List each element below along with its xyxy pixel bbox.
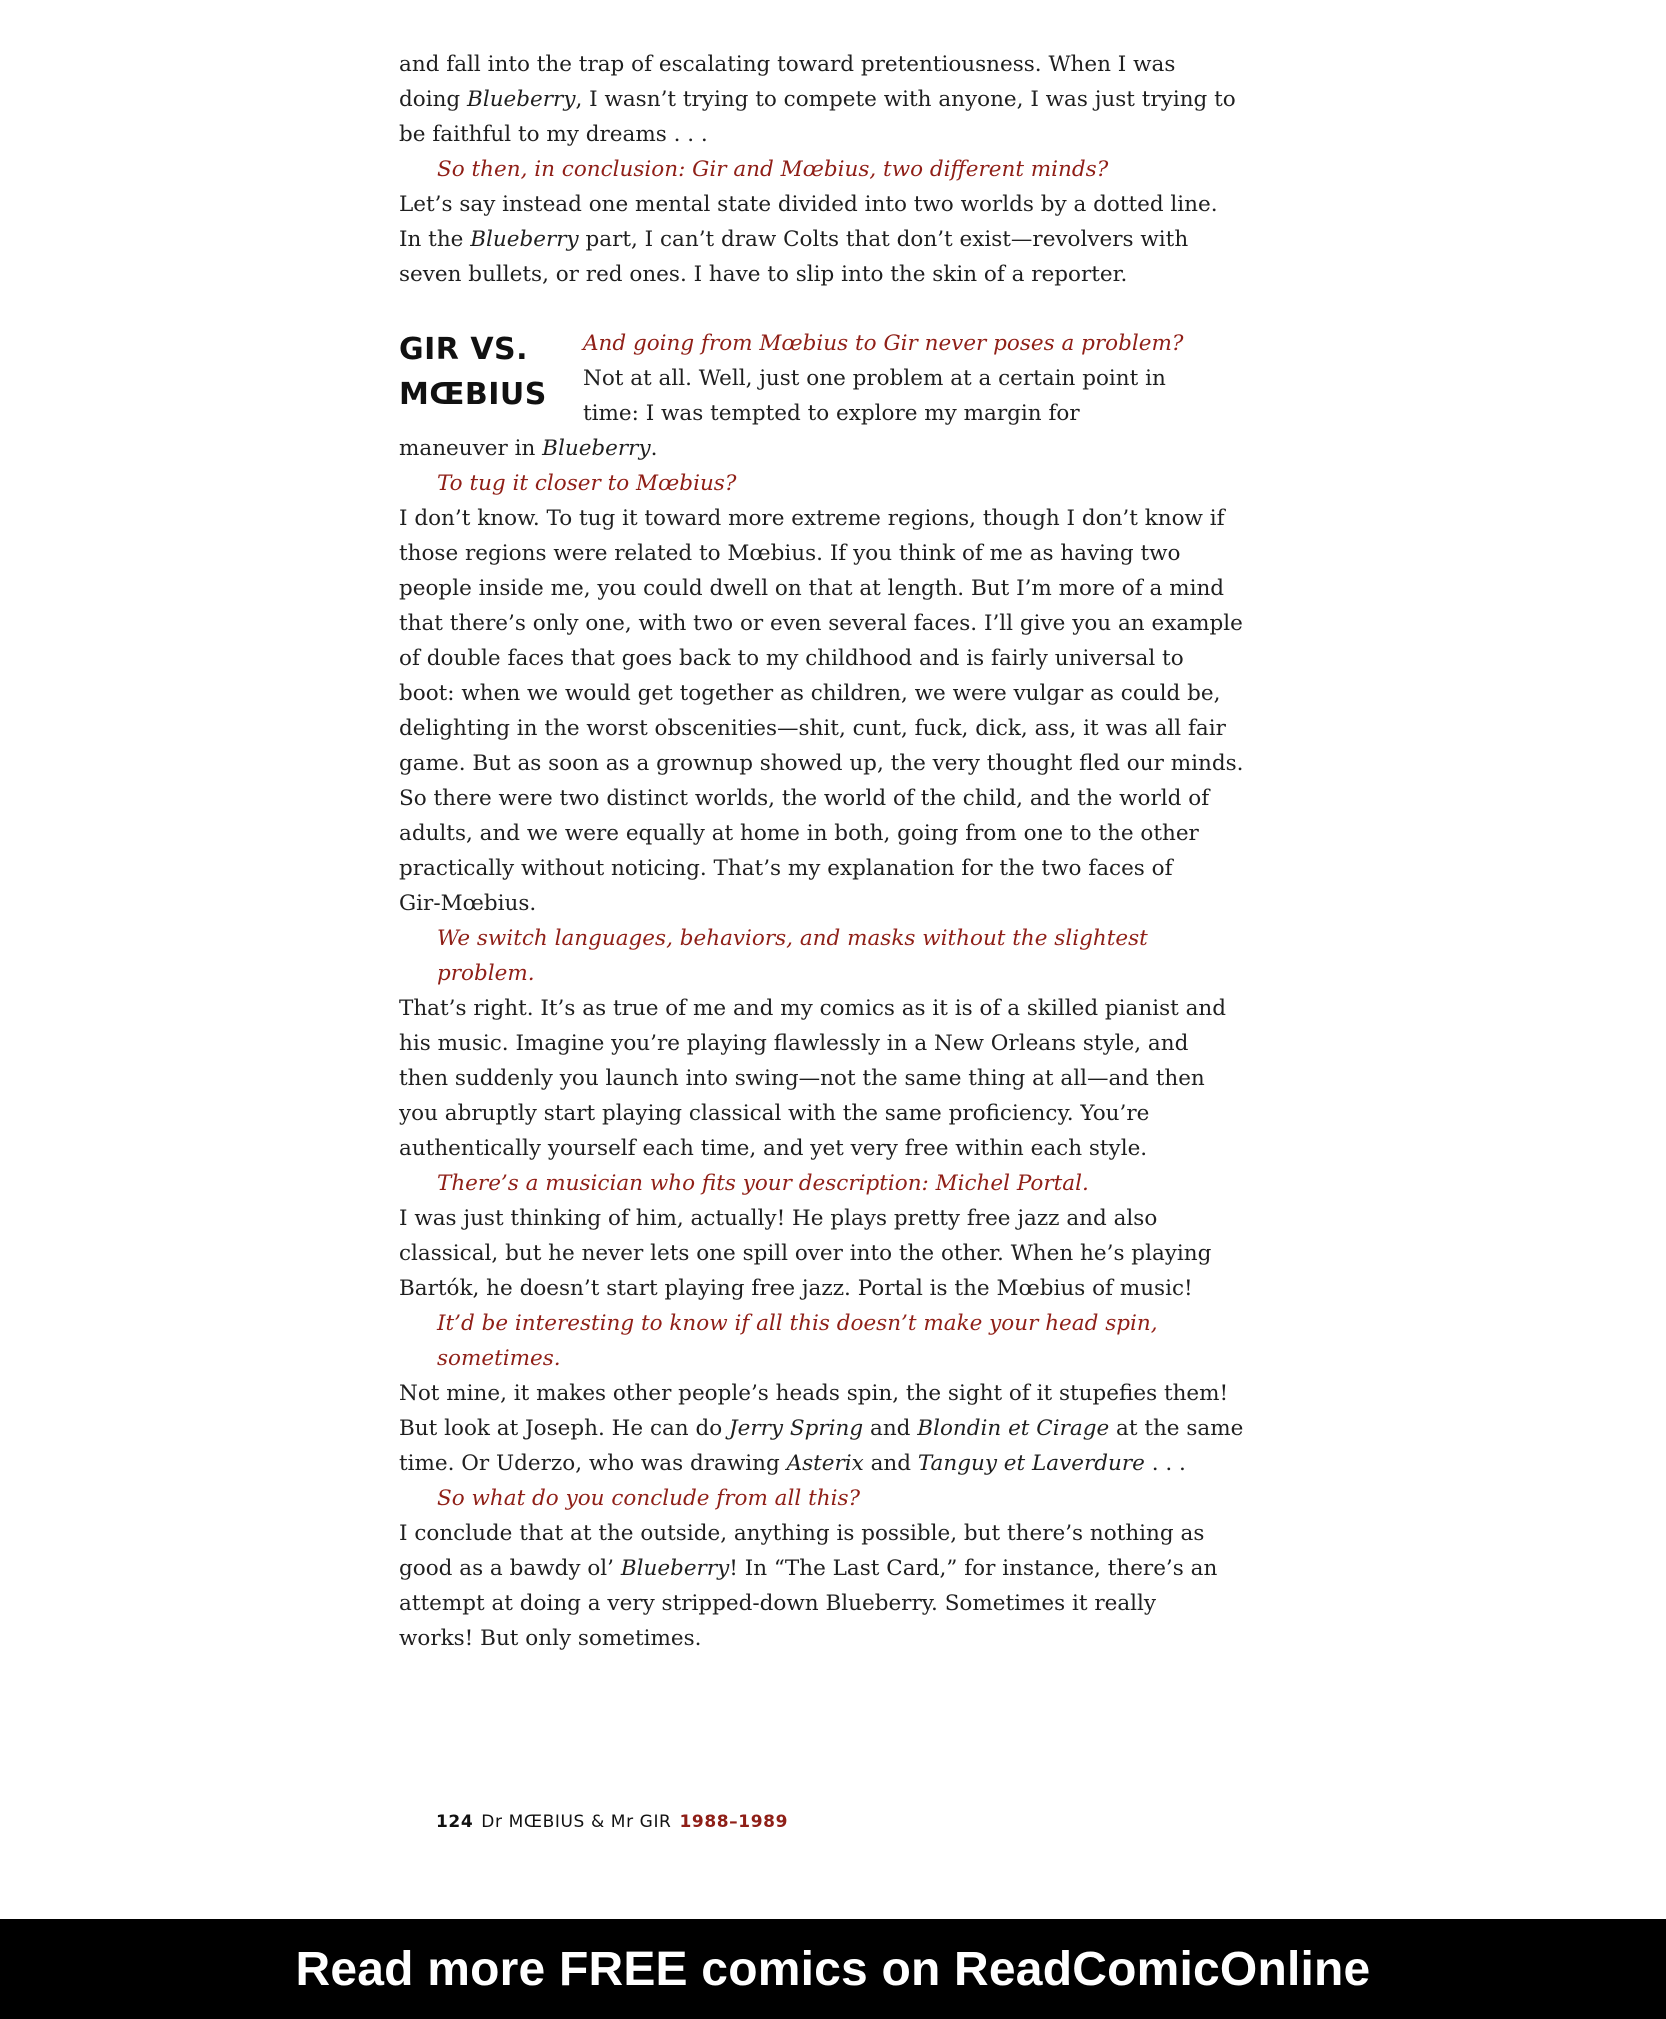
answer-line-mid: and [863, 1451, 918, 1476]
answer-line: delighting in the worst obscenities—shit, cunt, fuck, dick, ass, it was all fair [399, 716, 1226, 741]
answer-line: you abruptly start playing classical with the same proficiency. You’re [399, 1101, 1150, 1126]
interview-answer [399, 1516, 1279, 1656]
intro-line-3: be faithful to my dreams . . . [399, 122, 708, 147]
answer-line: Not mine, it makes other people’s heads spin, the sight of it stupefies them! [399, 1381, 1229, 1406]
answer-line-post: part, I can’t draw Colts that don’t exist—revolvers with [578, 227, 1189, 252]
interview-answer [399, 501, 1279, 921]
answer-line: classical, but he never lets one spill over into the other. When he’s playing [399, 1241, 1212, 1266]
answer-line-pre: But look at Joseph. He can do [399, 1416, 730, 1441]
intro-line-1: and fall into the trap of escalating toward pretentiousness. When I was [399, 52, 1176, 77]
answer-line: Gir-Mœbius. [399, 891, 537, 916]
answer-line: time: I was tempted to explore my margin for [583, 401, 1080, 426]
answer-line-pre: In the [399, 227, 471, 252]
answer-line-post: ! In “The Last Card,” for instance, there’s an [729, 1556, 1218, 1581]
answer-line-title: Blueberry [620, 1556, 730, 1581]
answer-line: adults, and we were equally at home in both, going from one to the other [399, 821, 1199, 846]
interview-answer [399, 187, 1279, 292]
answer-line: Bartók, he doesn’t start playing free jazz. Portal is the Mœbius of music! [399, 1276, 1193, 1301]
answer-line-title: Tanguy et Laverdure [917, 1451, 1145, 1476]
question-line: problem. [437, 961, 535, 986]
question-line: sometimes. [437, 1346, 561, 1371]
intro-paragraph [399, 47, 1279, 152]
chapter-years: 1988–1989 [679, 1812, 788, 1832]
interview-question: So what do you conclude from all this? [437, 1486, 861, 1511]
answer-line-pre: time. Or Uderzo, who was drawing [399, 1451, 787, 1476]
interview-answer [399, 1201, 1279, 1306]
section-heading-line-1: GIR VS. [399, 332, 529, 367]
interview-question: To tug it closer to Mœbius? [437, 471, 737, 496]
answer-line: That’s right. It’s as true of me and my comics as it is of a skilled pianist and [399, 996, 1227, 1021]
article-body [399, 47, 1279, 1656]
intro-line-2-pre: doing [399, 87, 468, 112]
answer-line: game. But as soon as a grownup showed up, the very thought fled our minds. [399, 751, 1244, 776]
section-heading [399, 326, 583, 417]
section-heading-line-2: MŒBIUS [399, 377, 547, 412]
answer-line: of double faces that goes back to my childhood and is fairly universal to [399, 646, 1184, 671]
answer-line: Let’s say instead one mental state divided into two worlds by a dotted line. [399, 192, 1218, 217]
answer-line: Not at all. Well, just one problem at a certain point in [583, 366, 1166, 391]
answer-line: his music. Imagine you’re playing flawlessly in a New Orleans style, and [399, 1031, 1189, 1056]
intro-line-2-title: Blueberry [467, 87, 576, 112]
answer-line-post: . . . [1144, 1451, 1186, 1476]
answer-line: I conclude that at the outside, anything is possible, but there’s nothing as [399, 1521, 1205, 1546]
interview-question [399, 1306, 1279, 1376]
answer-line-pre: maneuver in [399, 436, 543, 461]
answer-line: authentically yourself each time, and yet very free within each style. [399, 1136, 1148, 1161]
answer-line-pre: good as a bawdy ol’ [399, 1556, 621, 1581]
answer-line: boot: when we would get together as children, we were vulgar as could be, [399, 681, 1221, 706]
answer-line: then suddenly you launch into swing—not the same thing at all—and then [399, 1066, 1205, 1091]
answer-line: I don’t know. To tug it toward more extreme regions, though I don’t know if [399, 506, 1225, 531]
page-folio [436, 1812, 788, 1832]
answer-line: practically without noticing. That’s my explanation for the two faces of [399, 856, 1173, 881]
interview-question [399, 921, 1279, 991]
question-line: We switch languages, behaviors, and masks without the slightest [437, 926, 1148, 951]
page-number: 124 [436, 1812, 474, 1832]
answer-line: people inside me, you could dwell on that at length. But I’m more of a mind [399, 576, 1225, 601]
answer-line: those regions were related to Mœbius. If you think of me as having two [399, 541, 1181, 566]
section-spacer [399, 292, 1279, 326]
interview-question: So then, in conclusion: Gir and Mœbius, two different minds? [437, 157, 1109, 182]
answer-line-title: Blondin et Cirage [917, 1416, 1110, 1441]
answer-line: So there were two distinct worlds, the world of the child, and the world of [399, 786, 1210, 811]
answer-line-title: Asterix [786, 1451, 864, 1476]
answer-line-title: Jerry Spring [729, 1416, 864, 1441]
interview-answer [399, 991, 1279, 1166]
question-line: It’d be interesting to know if all this doesn’t make your head spin, [437, 1311, 1158, 1336]
answer-line: works! But only sometimes. [399, 1626, 702, 1651]
answer-line-title: Blueberry [542, 436, 651, 461]
answer-line-mid: and [863, 1416, 918, 1441]
answer-line: attempt at doing a very stripped-down Blueberry. Sometimes it really [399, 1591, 1157, 1616]
answer-line-post: at the same [1109, 1416, 1244, 1441]
interview-answer [399, 1376, 1279, 1481]
interview-question: And going from Mœbius to Gir never poses a problem? [583, 331, 1184, 356]
promo-banner[interactable] [0, 1919, 1666, 2019]
promo-banner-link[interactable]: Read more FREE comics on ReadComicOnline [295, 1942, 1371, 1996]
answer-line-post: . [650, 436, 658, 461]
answer-line: seven bullets, or red ones. I have to slip into the skin of a reporter. [399, 262, 1128, 287]
answer-line-title: Blueberry [470, 227, 579, 252]
book-title: Dr MŒBIUS & Mr GIR [481, 1812, 672, 1832]
interview-question: There’s a musician who fits your description: Michel Portal. [437, 1171, 1089, 1196]
section-gir-vs-moebius [399, 326, 1279, 466]
intro-line-2-post: , I wasn’t trying to compete with anyone, I was just trying to [575, 87, 1236, 112]
answer-line: I was just thinking of him, actually! He plays pretty free jazz and also [399, 1206, 1158, 1231]
answer-line: that there’s only one, with two or even several faces. I’ll give you an example [399, 611, 1243, 636]
